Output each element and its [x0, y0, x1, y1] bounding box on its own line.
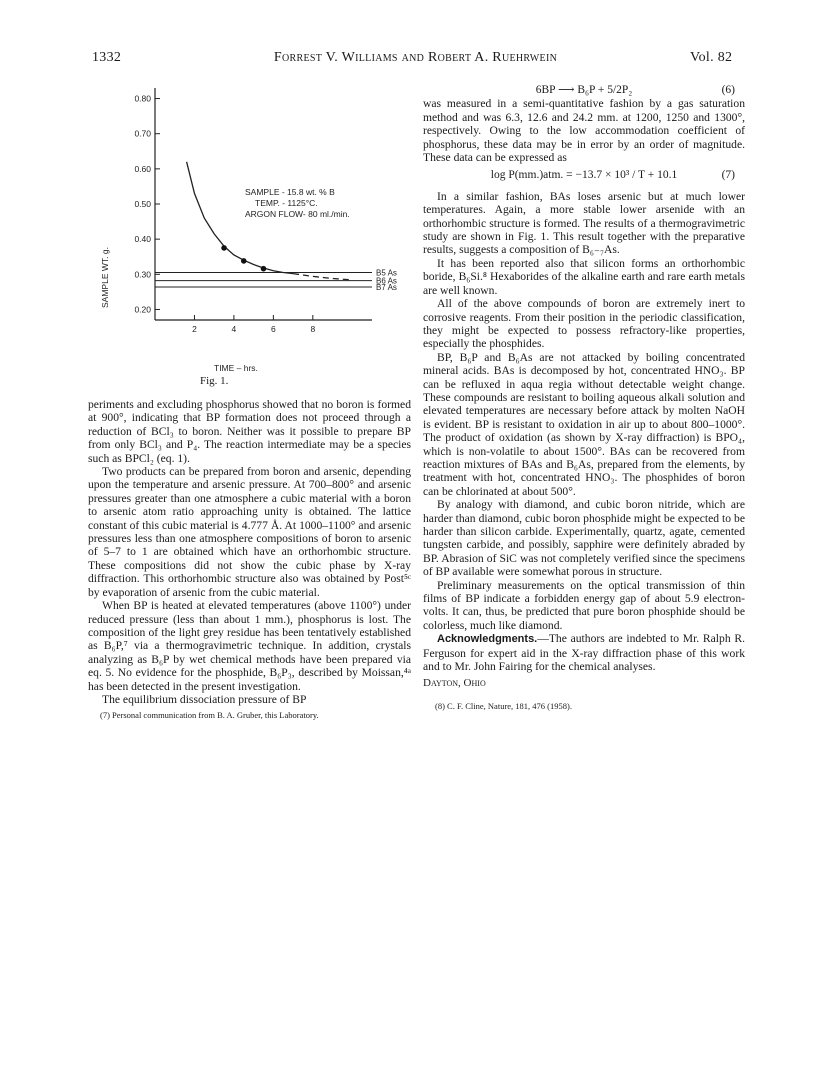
- y-tick-label: 0.80: [134, 93, 151, 104]
- right-paragraph: All of the above compounds of boron are extremely inert to corrosive reagents. From their position in the periodic classification, they might be expected to possess refractory-like properties, especially the phosphides.: [423, 297, 745, 351]
- left-paragraph: Two products can be prepared from boron and arsenic, depending upon the temperature and arsenic pressure. At 700–800° and arsenic pressures greater than one atmosphere a cubic material with a boron to arsenic atom ratio approaching unity is obtained. The lattice constant of this cubic material is 4.777 Å. At 1000–1100° and arsenic pressures less than one atmosphere compositions of boron to arsenic of 5–7 to 1 are obtained which have an orthorhombic structure. These compositions did not show the cubic phase by X-ray diffraction. This orthorhombic structure also was obtained by Post⁵ᶜ by evaporation of arsenic from the cubic material.: [88, 465, 411, 599]
- y-tick-label: 0.40: [134, 234, 151, 245]
- location: Dayton, Ohio: [423, 677, 486, 690]
- y-tick-label: 0.60: [134, 163, 151, 174]
- y-tick-label: 0.70: [134, 128, 151, 139]
- y-axis-label: SAMPLE WT. g.: [100, 247, 110, 308]
- acknowledgments-heading: Acknowledgments.: [437, 633, 538, 646]
- y-tick-label: 0.50: [134, 199, 151, 209]
- left-column: [88, 398, 411, 721]
- x-tick-label: 6: [270, 324, 276, 334]
- acknowledgments: [423, 632, 745, 673]
- figure-caption: Fig. 1.: [200, 375, 229, 387]
- left-paragraph: periments and excluding phosphorus showed that no boron is formed at 900°, indicating that BP formation does not proceed through a reduction of BCl₃ to boron. Neither was it possible to prepare BP from only BCl₃ and P₄. The reaction intermediate may be a species such as BPCl₂ (eq. 1).: [88, 398, 411, 465]
- reference-line-label: B5 As: [376, 268, 397, 278]
- right-paragraph: was measured in a semi-quantitative fashion by a gas saturation method and was 6.3, 12.6 and 24.2 mm. at 1200, 1250 and 1300°, respectively. Owing to the low accommodation coefficient of phosphorus, these data may be in error by an order of magnitude. These data can be expressed as: [423, 97, 745, 165]
- data-point: [261, 266, 267, 272]
- left-paragraph: The equilibrium dissociation pressure of BP: [102, 692, 307, 706]
- x-tick-label: 8: [310, 324, 316, 334]
- volume-label: Vol. 82: [690, 50, 733, 65]
- right-paragraph: BP, B₆P and B₆As are not attacked by boiling concentrated mineral acids. BAs is decomposed by hot, concentrated HNO₃. BP can be refluxed in aqua regia without detectable weight change. These compounds are resistant to boiling aqueous alkali solution and elevated temperatures are necessary before attack by molten NaOH is evident. BP is resistant to oxidation in air up to about 800–1000°. The product of oxidation (as shown by X-ray diffraction) is BPO₄, which is non-volatile to about 1500°. BAs can be recovered from reaction mixtures of BAs and B₆As, prepared from the elements, by treatment with hot, concentrated HNO₃. The phosphides of boron can be chlorinated at about 500°.: [423, 350, 745, 498]
- y-tick-label: 0.30: [134, 269, 151, 280]
- reference-line-label: B7 As: [376, 282, 397, 292]
- figure-1-chart: [100, 80, 420, 375]
- data-point: [221, 245, 227, 251]
- x-tick-label: 2: [192, 324, 197, 334]
- equation-7-text: log P(mm.)atm. = −13.7 × 10³ / T + 10.1: [490, 169, 678, 182]
- right-paragraph: It has been reported also that silicon forms an orthorhombic boride, B₆Si.⁸ Hexaborides of the alkaline earth and rare earth metals are well known.: [423, 256, 745, 297]
- annotation-line-3: ARGON FLOW- 80 ml./min.: [245, 209, 350, 219]
- data-point: [241, 258, 247, 264]
- equation-6-number: (6): [721, 84, 735, 96]
- right-paragraph: Preliminary measurements on the optical transmission of thin films of BP indicate a forbidden energy gap of about 5.9 electron-volts. It can, thus, be predicted that pure boron phosphide should be colorless, much like diamond.: [423, 578, 745, 632]
- equation-7-number: (7): [721, 169, 735, 182]
- equation-6: [423, 84, 745, 97]
- x-axis-label: TIME – hrs.: [214, 363, 258, 373]
- footnote-8: (8) C. F. Cline, Nature, 181, 476 (1958).: [435, 700, 572, 711]
- annotation-line-2: TEMP. - 1125°C.: [255, 198, 318, 208]
- right-paragraph: In a similar fashion, BAs loses arsenic but at much lower temperatures. Again, a more stable lower arsenide with an orthorhombic structure is formed. The results of a thermogravimetric study are shown in Fig. 1. This result together with the preparative results, suggests a composition of B₆₋₇As.: [423, 189, 745, 257]
- equation-7: [423, 169, 745, 182]
- page-number: 1332: [92, 50, 122, 65]
- left-paragraph: When BP is heated at elevated temperatures (above 1100°) under reduced pressure (less than about 1 mm.), phosphorus is lost. The composition of the light grey residue has been tentatively established as B₆P,⁷ via a thermogravimetric technique. In addition, crystals analyzing as B₆P by wet chemical methods have been prepared via eq. 5. No evidence for the phosphide, B₆P₃, described by Moissan,⁴ᵃ has been detected in the present investigation.: [88, 599, 411, 693]
- right-column: [423, 84, 745, 712]
- annotation-line-1: SAMPLE - 15.8 wt. % B: [245, 187, 335, 197]
- footnote-7: (7) Personal communication from B. A. Gruber, this Laboratory.: [100, 710, 319, 721]
- reference-line-label: B6 As: [376, 276, 397, 286]
- running-head-authors: Forrest V. Williams and Robert A. Ruehrwein: [273, 50, 558, 65]
- right-paragraph: By analogy with diamond, and cubic boron nitride, which are harder than diamond, cubic boron phosphide might be expected to be harder than silicon carbide. Experimentally, quartz, agate, cemented tungsten carbide, and possibly, sapphire were definitely abraded by BP. Abrasion of SiC was not completely verified since the specimens of BP available were somewhat porous in structure.: [423, 498, 745, 579]
- x-tick-label: 4: [231, 324, 237, 334]
- y-tick-label: 0.20: [134, 304, 151, 315]
- equation-6-text: 6BP ⟶ B₆P + 5/2P₂: [535, 84, 633, 96]
- acknowledgments-text: —The authors are indebted to Mr. Ralph R. Ferguson for expert aid in the X-ray diffraction phase of this work and to Mr. John Fairing for the chemical analyses.: [423, 632, 745, 674]
- data-curve: [293, 274, 352, 280]
